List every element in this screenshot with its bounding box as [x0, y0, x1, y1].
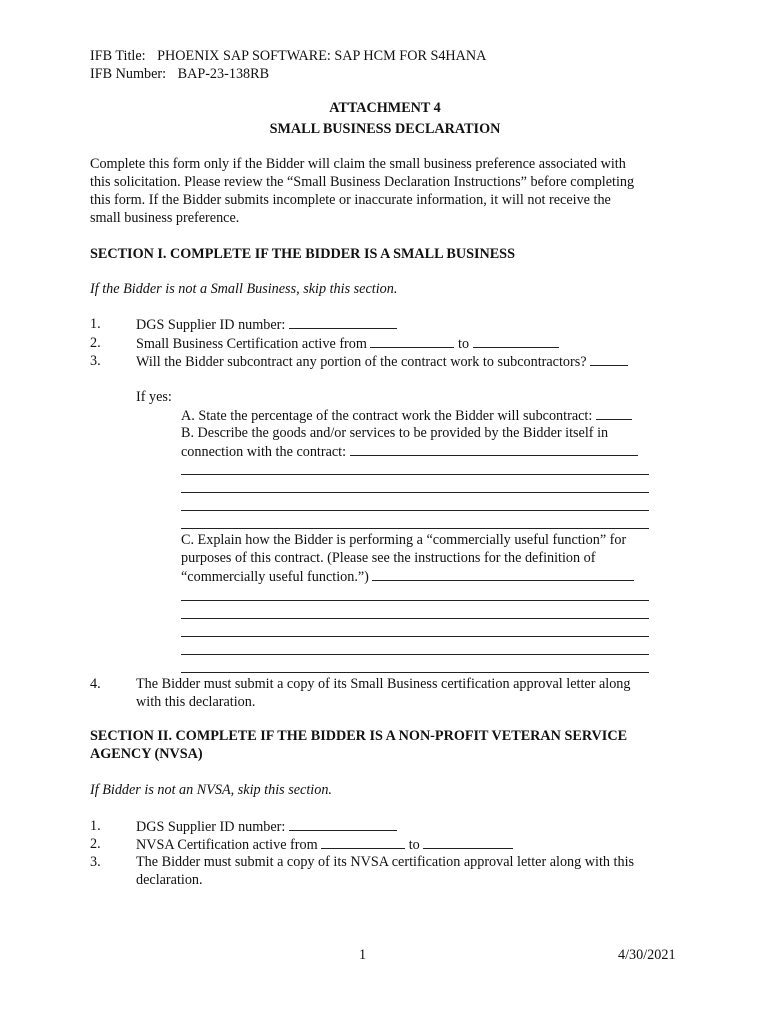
declaration-title: SMALL BUSINESS DECLARATION [269, 121, 501, 137]
s2-item-3-line-2: declaration. [136, 872, 203, 888]
ifb-number-value: BAP-23-138RB [177, 66, 270, 82]
s1-item-4-number: 4. [90, 676, 101, 692]
useful-function-line-3[interactable] [181, 618, 649, 619]
s1-item-2-to: to [458, 336, 470, 352]
ifb-number-line [90, 65, 269, 83]
section-2-heading-line-2: AGENCY (NVSA) [90, 746, 203, 762]
s2-cert-from-field[interactable] [321, 835, 405, 849]
ifb-number-label: IFB Number: [90, 66, 167, 82]
s2-item-1-label: DGS Supplier ID number: [136, 819, 286, 835]
sub-b-label: connection with the contract: [181, 444, 347, 460]
sub-c-line-2: purposes of this contract. (Please see the instructions for the definition of [181, 550, 596, 566]
sub-a-label: A. State the percentage of the contract work the Bidder will subcontract: [181, 408, 593, 424]
s2-item-2-number: 2. [90, 836, 101, 852]
sub-c-line-1: C. Explain how the Bidder is performing a “commercially useful function” for [181, 532, 627, 548]
s1-supplier-id-field[interactable] [289, 315, 397, 329]
intro-line-2: this solicitation. Please review the “Small Business Declaration Instructions” before completing [90, 174, 635, 190]
goods-services-line-4[interactable] [181, 510, 649, 511]
section-2-heading-line-1: SECTION II. COMPLETE IF THE BIDDER IS A NON-PROFIT VETERAN SERVICE [90, 728, 628, 744]
s1-item-3-number: 3. [90, 353, 101, 369]
s1-cert-to-field[interactable] [473, 334, 559, 348]
section-2-skip-note: If Bidder is not an NVSA, skip this section. [90, 782, 332, 798]
s2-cert-to-field[interactable] [423, 835, 513, 849]
revision-date: 4/30/2021 [618, 947, 676, 963]
s1-item-2-label: Small Business Certification active from [136, 336, 367, 352]
ifb-title-line [90, 47, 486, 65]
intro-line-1: Complete this form only if the Bidder will claim the small business preference associated with [90, 156, 626, 172]
s1-item-4-line-2: with this declaration. [136, 694, 256, 710]
s2-item-1 [136, 817, 397, 836]
s1-item-3-label: Will the Bidder subcontract any portion of the contract work to subcontractors? [136, 354, 587, 370]
s1-item-1 [136, 315, 397, 334]
s2-item-3-number: 3. [90, 854, 101, 870]
goods-services-line-2[interactable] [181, 474, 649, 475]
s2-item-2-to: to [408, 837, 420, 853]
useful-function-line-5[interactable] [181, 654, 649, 655]
intro-line-4: small business preference. [90, 210, 240, 226]
goods-services-line-3[interactable] [181, 492, 649, 493]
goods-services-field[interactable] [350, 442, 638, 456]
section-1-heading: SECTION I. COMPLETE IF THE BIDDER IS A SMALL BUSINESS [90, 246, 515, 262]
s1-item-1-number: 1. [90, 316, 101, 332]
useful-function-field[interactable] [372, 567, 634, 581]
sub-c-line-3 [181, 567, 634, 586]
intro-line-3: this form. If the Bidder submits incomplete or inaccurate information, it will not receive the [90, 192, 611, 208]
s1-cert-from-field[interactable] [370, 334, 454, 348]
s1-item-1-label: DGS Supplier ID number: [136, 317, 286, 333]
s2-item-3-line-1: The Bidder must submit a copy of its NVSA certification approval letter along with this [136, 854, 635, 870]
sub-b-line-1: B. Describe the goods and/or services to be provided by the Bidder itself in [181, 425, 609, 441]
s1-item-2-number: 2. [90, 335, 101, 351]
useful-function-line-6[interactable] [181, 672, 649, 673]
ifb-title-value: PHOENIX SAP SOFTWARE: SAP HCM FOR S4HANA [157, 48, 487, 64]
s1-item-4-line-1: The Bidder must submit a copy of its Small Business certification approval letter along [136, 676, 631, 692]
attachment-title: ATTACHMENT 4 [329, 100, 441, 116]
s2-item-2-label: NVSA Certification active from [136, 837, 318, 853]
goods-services-line-5[interactable] [181, 528, 649, 529]
useful-function-line-2[interactable] [181, 600, 649, 601]
page-number: 1 [359, 947, 367, 963]
ifb-title-label: IFB Title: [90, 48, 146, 64]
s1-subcontract-field[interactable] [590, 352, 628, 366]
sub-c-label: “commercially useful function.”) [181, 569, 369, 585]
useful-function-line-4[interactable] [181, 636, 649, 637]
s2-item-1-number: 1. [90, 818, 101, 834]
s1-item-3 [136, 352, 628, 371]
s1-item-2 [136, 334, 559, 353]
s2-supplier-id-field[interactable] [289, 817, 397, 831]
s2-item-2 [136, 835, 513, 854]
section-1-skip-note: If the Bidder is not a Small Business, skip this section. [90, 281, 398, 297]
sub-a [181, 406, 632, 425]
subcontract-percentage-field[interactable] [596, 406, 632, 420]
sub-b-line-2 [181, 442, 638, 461]
if-yes-label: If yes: [136, 389, 172, 405]
